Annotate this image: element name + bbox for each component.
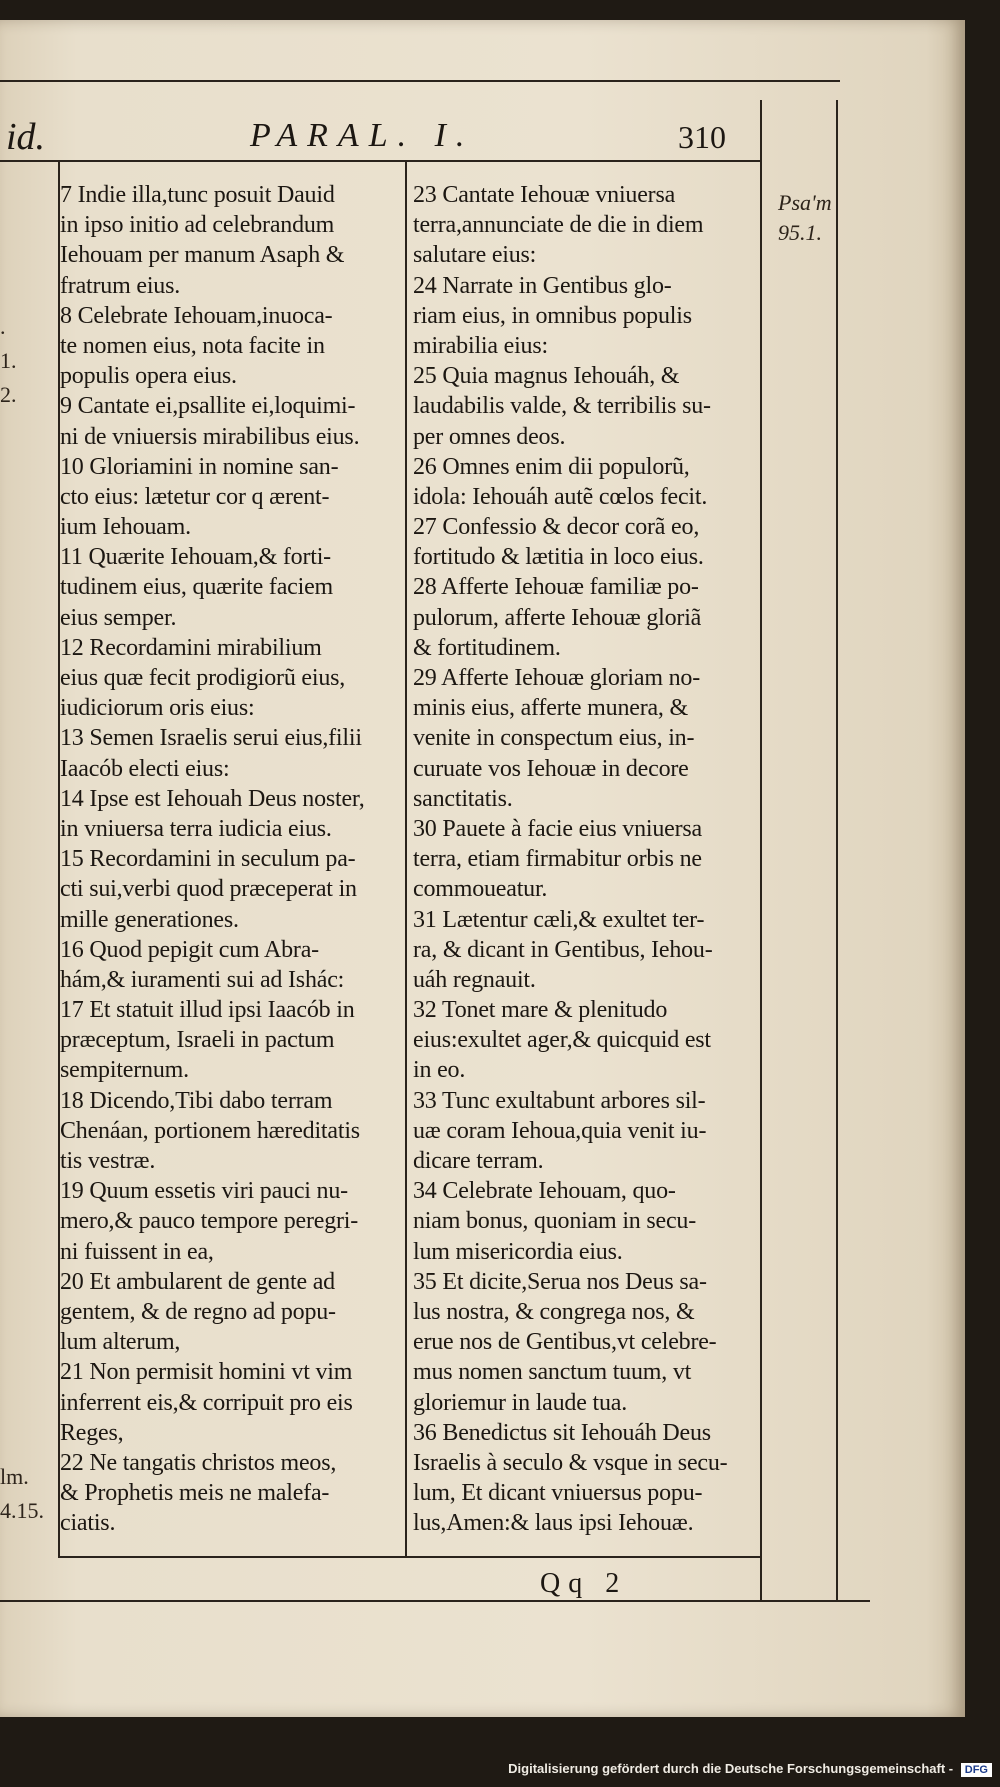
running-head-title: PARAL. I. [250,117,475,154]
text-line: mero,& pauco tempore peregri- [60,1208,359,1235]
text-line: 33 Tunc exultabunt arbores sil- [413,1087,706,1114]
dfg-logo: DFG [961,1763,992,1777]
left-column [60,180,400,1538]
text-line: dicare terram. [413,1148,544,1174]
text-line: 18 Dicendo,Tibi dabo terram [60,1087,333,1114]
text-line: sempiternum. [60,1057,189,1084]
running-head-left: id. [6,116,46,158]
text-line: 35 Et dicite,Serua nos Deus sa- [413,1268,707,1295]
text-line: 20 Et ambularent de gente ad [60,1268,335,1295]
text-line: 9 Cantate ei,psallite ei,loquimi- [60,393,356,420]
text-line: uæ coram Iehoua,quia venit iu- [413,1117,707,1144]
text-line: Chenáan, portionem hæreditatis [60,1117,360,1144]
text-line: venite in conspectum eius, in- [413,725,695,752]
text-line: idola: Iehouáh autẽ cœlos fecit. [413,483,708,510]
text-line: populis opera eius. [60,363,237,390]
text-line: lus nostra, & congrega nos, & [413,1298,695,1325]
text-line: in eo. [413,1057,466,1084]
right-frame-rule [760,100,762,1600]
text-line: 23 Cantate Iehouæ vniuersa [413,182,676,208]
margin-note-right [778,188,832,248]
top-rule [0,80,840,82]
text-line: ra, & dicant in Gentibus, Iehou- [413,936,713,963]
text-line: 7 Indie illa,tunc posuit Dauid [60,182,335,208]
text-line: 31 Lætentur cæli,& exultet ter- [413,906,705,933]
margin-note-left-top [0,310,17,412]
text-line: mille generationes. [60,906,239,933]
text-line: 30 Pauete à facie eius vniuersa [413,815,703,842]
text-line: fortitudo & lætitia in loco eius. [413,544,704,571]
text-line: sanctitatis. [413,785,513,812]
text-line: ni fuissent in ea, [60,1238,214,1265]
text-line: 24 Narrate in Gentibus glo- [413,272,672,299]
text-line: terra, etiam firmabitur orbis ne [413,846,702,873]
margin-note-line: 4.15. [0,1498,44,1523]
text-line: 29 Afferte Iehouæ gloriam no- [413,665,701,691]
text-line: in vniuersa terra iudicia eius. [60,815,332,842]
margin-note-line: 1. [0,348,17,373]
text-line: cti sui,verbi quod præceperat in [60,876,357,903]
text-line: ciatis. [60,1510,116,1537]
text-line: riam eius, in omnibus populis [413,302,692,329]
margin-note-line: . [0,314,6,339]
text-line: fratrum eius. [60,272,181,299]
base-rule [0,1600,870,1602]
text-line: 12 Recordamini mirabilium [60,634,322,661]
column-divider-rule [405,160,407,1556]
text-line: 21 Non permisit homini vt vim [60,1359,353,1386]
running-head [0,115,965,165]
text-line: 34 Celebrate Iehouam, quo- [413,1178,676,1205]
text-line: minis eius, afferte munera, & [413,695,689,722]
text-line: 19 Quum essetis viri pauci nu- [60,1178,348,1205]
text-line: 10 Gloriamini in nomine san- [60,453,339,480]
margin-note-line: 95.1. [778,220,822,245]
text-line: niam bonus, quoniam in secu- [413,1208,697,1235]
text-line: te nomen eius, nota facite in [60,332,325,359]
text-line: erue nos de Gentibus,vt celebre- [413,1329,717,1356]
text-line: per omnes deos. [413,423,566,450]
book-page [0,20,965,1717]
signature-mark: Qq 2 [540,1568,628,1599]
text-line: 27 Confessio & decor corã eo, [413,514,700,541]
text-line: ium Iehouam. [60,514,191,541]
bottom-rule [58,1556,762,1558]
text-line: 11 Quærite Iehouam,& forti- [60,544,331,571]
text-line: uáh regnauit. [413,966,536,993]
text-line: laudabilis valde, & terribilis su- [413,393,711,420]
text-line: ni de vniuersis mirabilibus eius. [60,423,360,450]
text-line: Iaacób electi eius: [60,755,230,782]
text-line: 8 Celebrate Iehouam,inuoca- [60,302,333,329]
text-line: mus nomen sanctum tuum, vt [413,1359,692,1386]
text-line: 36 Benedictus sit Iehouáh Deus [413,1419,711,1446]
text-line: & Prophetis meis ne malefa- [60,1480,330,1507]
margin-note-line: 2. [0,382,17,407]
text-line: Reges, [60,1419,124,1446]
margin-note-left-bottom [0,1460,44,1528]
text-line: 25 Quia magnus Iehouáh, & [413,363,680,390]
text-line: hám,& iuramenti sui ad Ishác: [60,966,345,993]
text-line: curuate vos Iehouæ in decore [413,755,689,782]
text-line: in ipso initio ad celebrandum [60,212,335,239]
text-line: Israelis à seculo & vsque in secu- [413,1449,728,1476]
text-line: 32 Tonet mare & plenitudo [413,997,668,1024]
text-line: 26 Omnes enim dii populorũ, [413,453,690,480]
text-line: & fortitudinem. [413,634,561,661]
text-line: inferrent eis,& corripuit pro eis [60,1389,353,1416]
text-line: lum misericordia eius. [413,1238,623,1265]
text-line: commoueatur. [413,876,548,903]
digitization-credit [508,1761,992,1777]
text-line: 15 Recordamini in seculum pa- [60,846,356,873]
text-line: eius quæ fecit prodigiorũ eius, [60,665,346,691]
text-line: 16 Quod pepigit cum Abra- [60,936,319,963]
text-line: eius:exultet ager,& quicquid est [413,1027,711,1054]
text-line: 14 Ipse est Iehouah Deus noster, [60,785,365,812]
text-line: lum alterum, [60,1329,181,1356]
text-line: 17 Et statuit illud ipsi Iaacób in [60,997,355,1024]
text-line: 22 Ne tangatis christos meos, [60,1449,337,1476]
margin-note-line: Psa'm [778,190,832,215]
text-line: mirabilia eius: [413,332,548,359]
margin-note-line: lm. [0,1464,29,1489]
text-line: præceptum, Israeli in pactum [60,1027,335,1054]
text-line: salutare eius: [413,242,537,269]
text-line: iudiciorum oris eius: [60,695,255,722]
text-line: 13 Semen Israelis serui eius,filii [60,725,362,752]
text-line: eius semper. [60,604,177,631]
text-line: cto eius: lætetur cor q ærent- [60,483,330,510]
right-column [413,180,758,1538]
credit-text: Digitalisierung gefördert durch die Deutsche Forschungsgemeinschaft - [508,1761,954,1776]
text-line: gentem, & de regno ad popu- [60,1298,336,1325]
text-line: terra,annunciate de die in diem [413,212,704,239]
outer-right-rule [836,100,838,1600]
text-line: tudinem eius, quærite faciem [60,574,333,601]
page-number: 310 [678,119,726,155]
text-line: lum, Et dicant vniuersus popu- [413,1480,703,1507]
text-line: Iehouam per manum Asaph & [60,242,345,269]
text-line: pulorum, afferte Iehouæ gloriã [413,604,702,631]
text-line: 28 Afferte Iehouæ familiæ po- [413,574,699,601]
text-line: lus,Amen:& laus ipsi Iehouæ. [413,1510,694,1537]
text-line: gloriemur in laude tua. [413,1389,628,1416]
text-line: tis vestræ. [60,1148,156,1174]
